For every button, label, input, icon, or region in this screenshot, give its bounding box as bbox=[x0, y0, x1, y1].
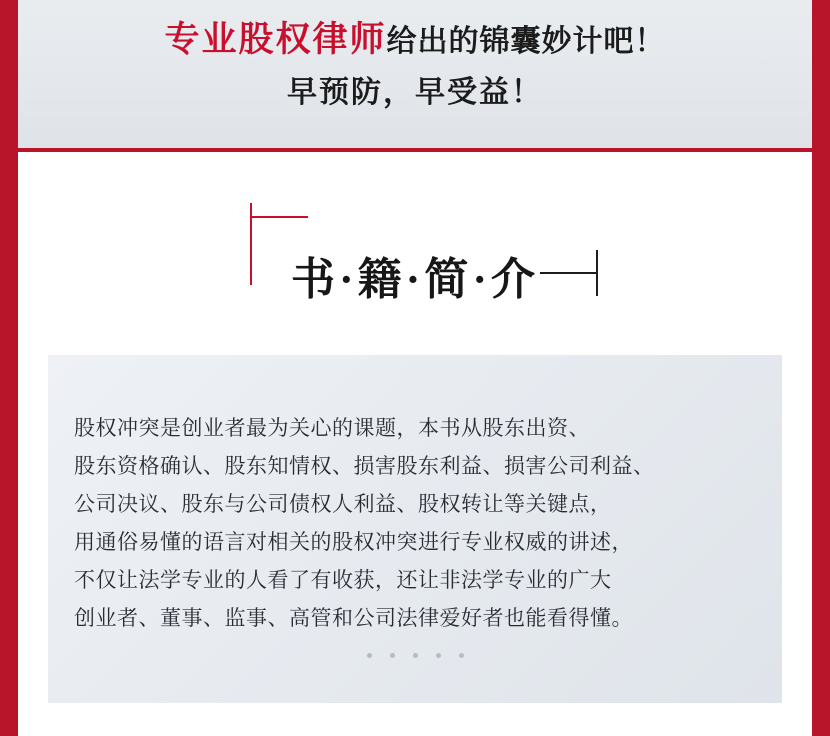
section-title: 书·籍·简·介 bbox=[290, 255, 540, 304]
dot-icon bbox=[436, 653, 441, 658]
intro-line: 股权冲突是创业者最为关心的课题，本书从股东出资、 bbox=[74, 417, 590, 440]
dot-icon bbox=[367, 653, 372, 658]
right-red-rail bbox=[812, 0, 830, 736]
section-title-block bbox=[18, 185, 812, 330]
intro-line: 用通俗易懂的语言对相关的股权冲突进行专业权威的讲述， bbox=[74, 531, 633, 554]
intro-line: 公司决议、股东与公司债权人利益、股权转让等关键点， bbox=[74, 493, 612, 516]
dot-icon bbox=[390, 653, 395, 658]
dot-icon bbox=[459, 653, 464, 658]
dot-icon bbox=[413, 653, 418, 658]
book-intro-card bbox=[48, 355, 782, 703]
banner-underline bbox=[18, 148, 812, 152]
header-banner-text bbox=[18, 18, 812, 111]
intro-line: 创业者、董事、监事、高管和公司法律爱好者也能看得懂。 bbox=[74, 607, 633, 630]
intro-line: 不仅让法学专业的人看了有收获，还让非法学专业的广大 bbox=[74, 569, 612, 592]
dot-separator bbox=[48, 653, 782, 658]
header-banner bbox=[18, 0, 812, 148]
headline-primary-rest: 给出的锦囊妙计吧！ bbox=[386, 25, 666, 58]
headline-secondary: 早预防，早受益！ bbox=[287, 75, 543, 109]
intro-line: 股东资格确认、股东知情权、损害股东利益、损害公司利益、 bbox=[74, 455, 655, 478]
book-intro-text bbox=[74, 410, 774, 638]
corner-mark-bottom-right-horizontal bbox=[540, 272, 598, 274]
headline-primary bbox=[18, 18, 812, 62]
left-red-rail bbox=[0, 0, 18, 736]
corner-mark-top-left-horizontal bbox=[250, 216, 308, 218]
headline-highlight: 专业股权律师 bbox=[164, 20, 387, 59]
